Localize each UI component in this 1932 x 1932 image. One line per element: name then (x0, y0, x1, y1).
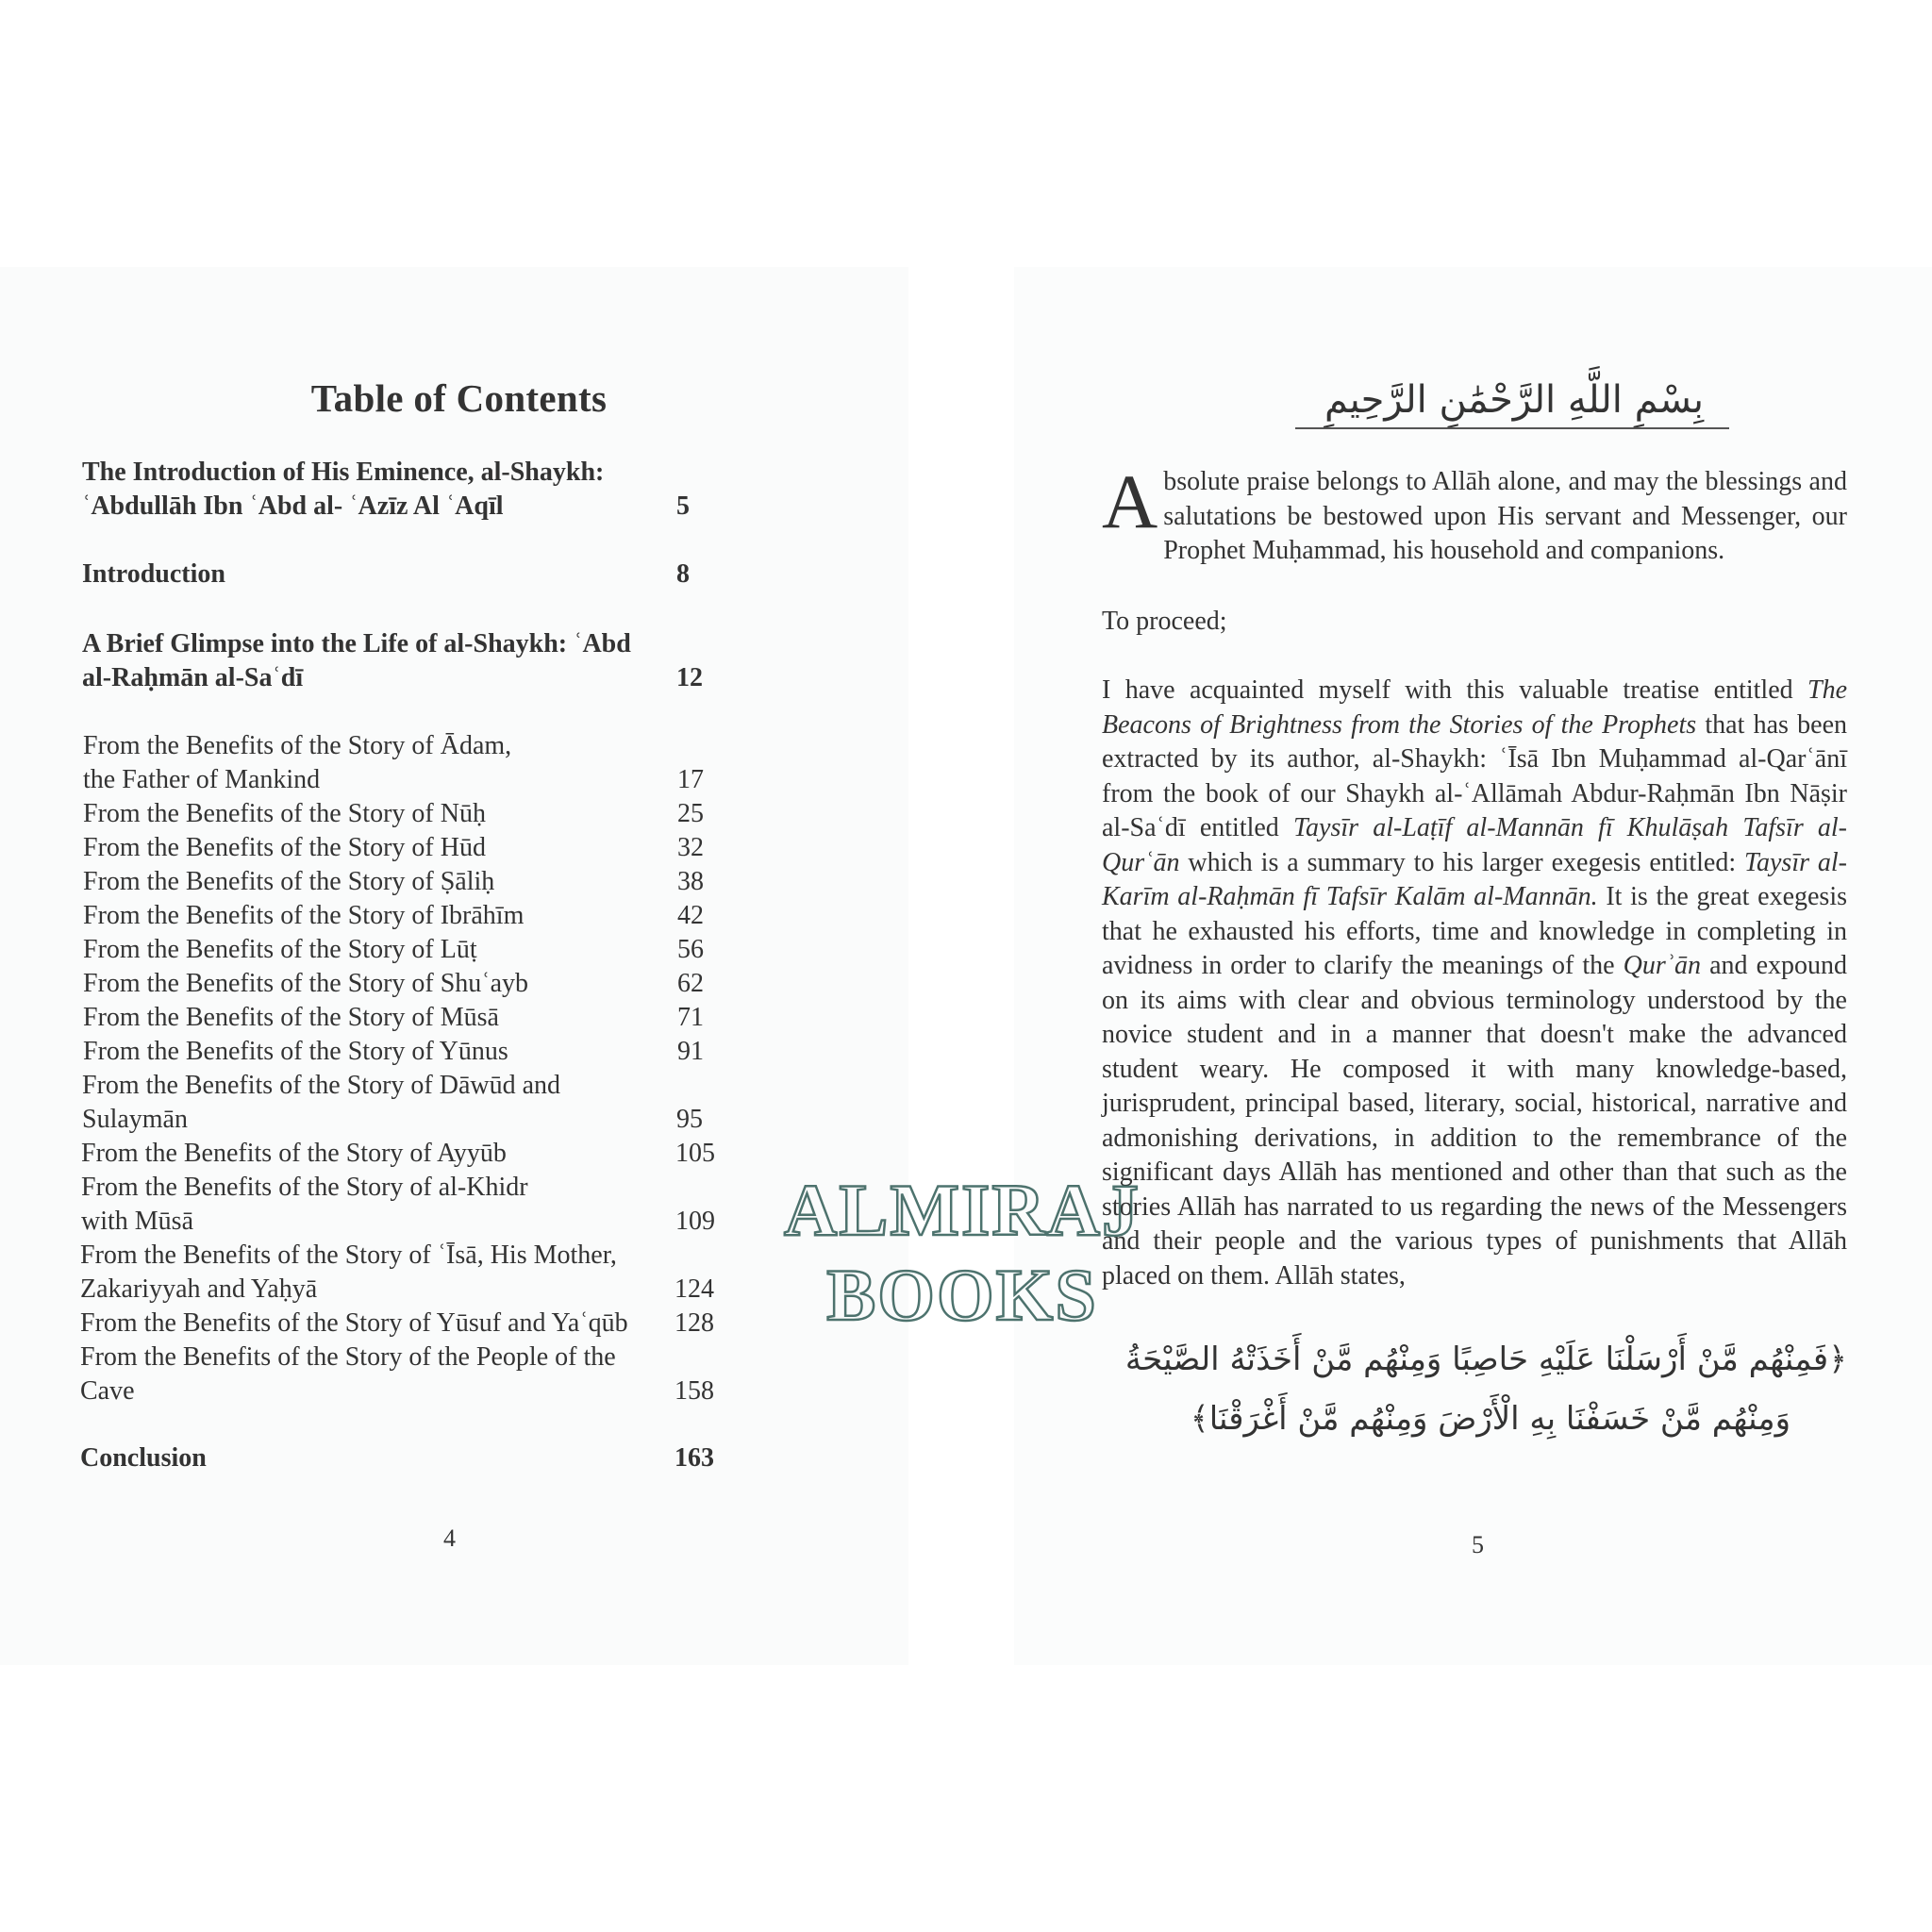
toc-title: Table of Contents (310, 376, 608, 420)
page-number: 4 (443, 1524, 456, 1552)
toc-entry (82, 456, 742, 524)
toc-entry-page: 163 (675, 1443, 714, 1473)
toc-entry (81, 1171, 741, 1239)
gutter (908, 267, 1014, 1665)
paragraph-text: It is the great exegesis that he exhausted his efforts, time and knowledge in completing in avidness in order to clarify the meanings of the (1102, 882, 1847, 980)
toc-entry-page: 38 (677, 867, 704, 896)
toc-entry-page: 71 (677, 1003, 704, 1032)
opening-paragraph (1102, 458, 1847, 569)
toc-entry-label: From the Benefits of the Story of Mūsā (83, 1003, 499, 1032)
toc-entry-label: From the Benefits of the Story of Ibrāhīm (83, 901, 525, 930)
book-title: Taysīr al-Karīm al-Raḥmān fī Tafsīr Kalām al-Mannān. (1102, 847, 1848, 911)
paragraph-text: and expound on its aims with clear and obvious terminology understood by the novice student and in a manner that doesn't make the advanced student weary. He composed it with many knowledge-based, jurisprudent, principal based, literary, social, historical, narrative and admonishing derivations, in addition to the remembrance of the significant days Allāh has mentioned and other than that such as the stories Allāh has narrated to us regarding the news of the Messengers and their people and the various types of punishments that Allāh placed on them. Allāh states, (1102, 951, 1847, 1291)
toc-entry-page: 12 (676, 663, 703, 692)
basmala-rule (1295, 427, 1729, 429)
paragraph-text: that has been extracted by its author, al-Shaykh: ʿĪsā Ibn Muḥammad al-Qarʿānī from the book of our Shaykh al-ʿAllāmah Abdur-Raḥmān Ibn Nāṣir al-Saʿdī entitled (1102, 709, 1847, 842)
toc-entry (83, 797, 743, 831)
toc-entry (83, 729, 743, 797)
paragraph-text: I have acquainted myself with this valuable treatise entitled (1102, 675, 1807, 705)
toc-entry (80, 1441, 741, 1475)
toc-entry-page: 42 (677, 901, 704, 930)
toc-entry-page: 95 (676, 1105, 703, 1134)
paragraph-text: which is a summary to his larger exegesis entitled: (1179, 847, 1744, 877)
toc-entry-label: From the Benefits of the Story of Ayyūb (81, 1139, 507, 1168)
right-page (1014, 267, 1932, 1665)
toc-entry (81, 1137, 741, 1171)
quran-verse-line-1: ﴿فَمِنْهُم مَّنْ أَرْسَلْنَا عَلَيْهِ حَاصِبًا وَمِنْهُم مَّنْ أَخَذَتْهُ الصَّيْحَةُ (1124, 1341, 1847, 1378)
toc-entry-page: 105 (675, 1139, 715, 1168)
toc-entry (82, 558, 742, 591)
quran-word: Qurʾān (1623, 951, 1702, 980)
toc-entry-label: From the Benefits of the Story of Yūsuf and Yaʿqūb (80, 1308, 628, 1338)
book-spread (0, 267, 1932, 1665)
toc-entry-page: 109 (675, 1207, 715, 1236)
left-page (0, 267, 908, 1665)
toc-entry-label: From the Benefits of the Story of al-Khidr with Mūsā (81, 1173, 528, 1236)
toc-entry-label: From the Benefits of the Story of Yūnus (83, 1037, 508, 1066)
toc-entry-page: 56 (677, 935, 704, 964)
book-title: The Beacons of Brightness from the Stories of the Prophets (1102, 675, 1847, 740)
toc-entry (83, 933, 743, 967)
toc-entry-label: Conclusion (80, 1443, 207, 1473)
toc-entry-page: 158 (675, 1376, 714, 1406)
toc-entry-label: From the Benefits of the Story of Lūṭ (83, 935, 477, 964)
toc-entry-label: The Introduction of His Eminence, al-Shaykh: ʿAbdullāh Ibn ʿAbd al- ʿAzīz Al ʿAqīl (82, 458, 605, 521)
toc-entry-label: A Brief Glimpse into the Life of al-Shaykh: ʿAbd al-Raḥmān al-Saʿdī (82, 629, 631, 692)
paragraph-text: bsolute praise belongs to Allāh alone, and may the blessings and salutations be bestowed upon His servant and Messenger, our Prophet Muḥammad, his household and companions. (1163, 467, 1847, 565)
quran-verse-line-2: وَمِنْهُم مَّنْ خَسَفْنَا بِهِ الْأَرْضَ وَمِنْهُم مَّنْ أَغْرَقْنَا﴾ (1190, 1400, 1790, 1438)
toc-entry-label: From the Benefits of the Story of Ṣāliḥ (83, 867, 495, 896)
drop-cap: A (1102, 458, 1158, 544)
toc-entry-label: From the Benefits of the Story of the People of the Cave (80, 1342, 616, 1406)
toc-entry-page: 124 (675, 1274, 714, 1304)
toc-entry (80, 1239, 741, 1307)
toc-entry-page: 62 (677, 969, 704, 998)
toc-entry (80, 1341, 741, 1408)
toc-entry-page: 128 (675, 1308, 714, 1338)
toc-entry (83, 1001, 743, 1035)
toc-entry-label: Introduction (82, 559, 225, 589)
page-number: 5 (1472, 1531, 1484, 1558)
watermark-logo: ALMIRAJ BOOKS (784, 1169, 1141, 1336)
toc-entry-page: 25 (677, 799, 704, 828)
toc-entry-label: From the Benefits of the Story of Hūd (83, 833, 486, 862)
toc-entry (83, 865, 743, 899)
toc-entry-label: From the Benefits of the Story of Ādam, the Father of Mankind (83, 731, 512, 794)
toc-entry-page: 5 (676, 491, 690, 521)
toc-entry (83, 967, 743, 1001)
toc-entry (82, 1069, 742, 1137)
toc-entry-label: From the Benefits of the Story of Nūḥ (83, 799, 486, 828)
toc-entry-label: From the Benefits of the Story of Dāwūd and Sulaymān (82, 1071, 561, 1134)
toc-entry-page: 17 (677, 765, 704, 794)
basmala: بِسْمِ اللَّهِ الرَّحْمَٰنِ الرَّحِيمِ (1324, 378, 1705, 422)
toc-entry-label: From the Benefits of the Story of ʿĪsā, His Mother, Zakariyyah and Yaḥyā (80, 1241, 617, 1304)
toc-entry-page: 91 (677, 1037, 704, 1066)
to-proceed-paragraph: To proceed; (1102, 607, 1227, 636)
book-title: Taysīr al-Laṭīf al-Mannān fī Khulāṣah Tafsīr al-Qurʿān (1102, 813, 1848, 877)
toc-entry-page: 8 (676, 559, 690, 589)
toc-entry (83, 1035, 743, 1069)
toc-entry (83, 899, 743, 933)
toc-entry-label: From the Benefits of the Story of Shuʿayb (83, 969, 529, 998)
toc-entry (83, 831, 743, 865)
toc-entry (80, 1307, 741, 1341)
toc-entry (82, 627, 742, 695)
toc-entry-page: 32 (677, 833, 704, 862)
